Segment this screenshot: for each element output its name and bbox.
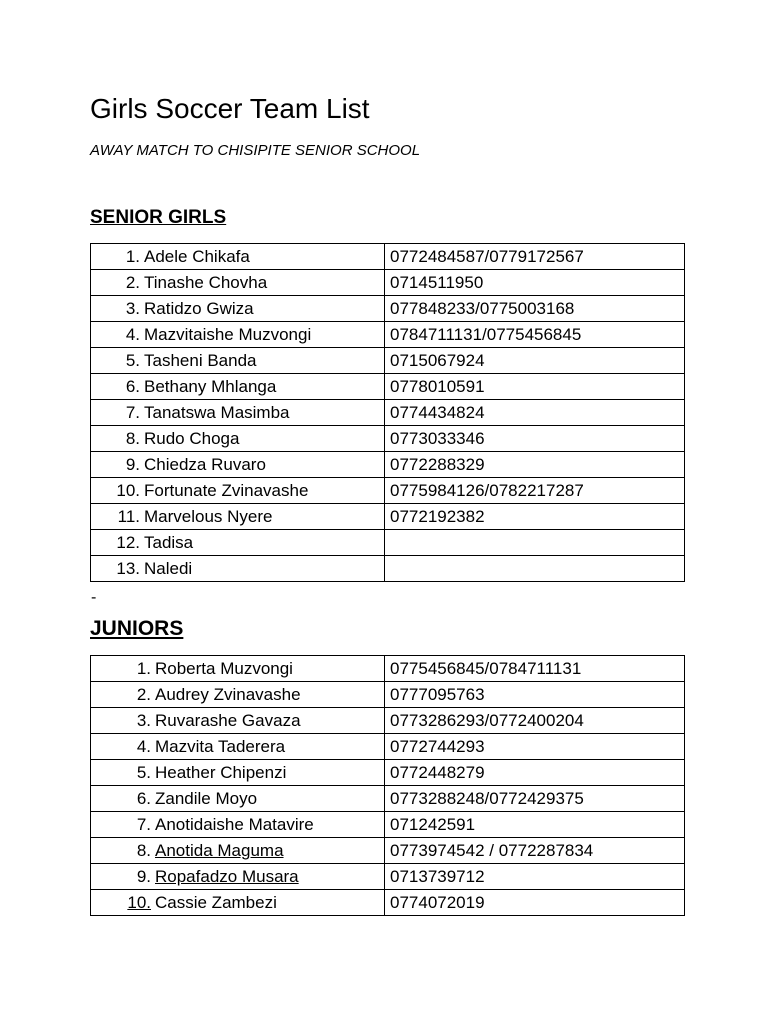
table-row: [91, 682, 685, 708]
table-row: [91, 452, 685, 478]
player-phone-cell: 071242591: [385, 812, 685, 838]
player-name: Bethany Mhlanga: [144, 377, 277, 396]
player-name-cell: [91, 530, 385, 556]
player-name-cell: [91, 452, 385, 478]
player-name-cell: [91, 682, 385, 708]
player-phone-cell: 0772744293: [385, 734, 685, 760]
player-name: Mazvita Taderera: [155, 737, 286, 756]
player-name-cell: [91, 734, 385, 760]
table-row: [91, 530, 685, 556]
player-phone-cell: 0784711131/0775456845: [385, 322, 685, 348]
player-phone-cell: 0772192382: [385, 504, 685, 530]
player-number: 5.: [125, 351, 140, 370]
player-phone-cell: 0772448279: [385, 760, 685, 786]
player-name: Tadisa: [144, 533, 194, 552]
player-number: 13.: [116, 559, 140, 578]
player-phone-cell: 0778010591: [385, 374, 685, 400]
player-number: 9.: [125, 455, 140, 474]
table-row: [91, 426, 685, 452]
table-row: [91, 812, 685, 838]
player-name: Zandile Moyo: [155, 789, 258, 808]
player-number: 1.: [125, 247, 140, 266]
player-name: Anotidaishe Matavire: [155, 815, 314, 834]
table-row: [91, 890, 685, 916]
player-phone-cell: 0713739712: [385, 864, 685, 890]
player-name: Mazvitaishe Muzvongi: [144, 325, 312, 344]
player-name-cell: [91, 270, 385, 296]
player-name-cell: [91, 890, 385, 916]
player-name: Rudo Choga: [144, 429, 240, 448]
table-row: [91, 734, 685, 760]
player-name: Roberta Muzvongi: [155, 659, 293, 678]
player-phone-cell: 0773286293/0772400204: [385, 708, 685, 734]
player-name: Tanatswa Masimba: [144, 403, 290, 422]
player-name-cell: [91, 556, 385, 582]
senior-girls-heading: SENIOR GIRLS: [90, 207, 227, 228]
player-number: 12.: [116, 533, 140, 552]
player-name-cell: [91, 656, 385, 682]
table-row: [91, 838, 685, 864]
player-name: Heather Chipenzi: [155, 763, 287, 782]
player-phone-cell: [385, 556, 685, 582]
table-row: [91, 322, 685, 348]
table-row: [91, 244, 685, 270]
table-row: [91, 296, 685, 322]
player-name: Naledi: [144, 559, 193, 578]
senior-girls-table: [90, 243, 685, 582]
player-number: 8.: [136, 841, 151, 860]
table-row: [91, 708, 685, 734]
player-name: Cassie Zambezi: [155, 893, 277, 912]
player-phone-cell: 077848233/0775003168: [385, 296, 685, 322]
table-row: [91, 760, 685, 786]
player-number: 2.: [136, 685, 151, 704]
player-phone-cell: 0772484587/0779172567: [385, 244, 685, 270]
player-number: 3.: [136, 711, 151, 730]
player-number: 4.: [136, 737, 151, 756]
player-name-cell: [91, 296, 385, 322]
table-row: [91, 478, 685, 504]
player-phone-cell: 0772288329: [385, 452, 685, 478]
player-phone-cell: 0777095763: [385, 682, 685, 708]
document-title: Girls Soccer Team List: [90, 93, 370, 124]
player-name-cell: [91, 760, 385, 786]
player-name-cell: [91, 322, 385, 348]
player-phone-cell: 0775456845/0784711131: [385, 656, 685, 682]
player-phone-cell: 0773033346: [385, 426, 685, 452]
player-number: 7.: [125, 403, 140, 422]
player-phone-cell: 0774072019: [385, 890, 685, 916]
player-name-cell: [91, 478, 385, 504]
player-phone-cell: 0773288248/0772429375: [385, 786, 685, 812]
player-phone-cell: 0773974542 / 0772287834: [385, 838, 685, 864]
player-name-cell: [91, 864, 385, 890]
player-name: Marvelous Nyere: [144, 507, 273, 526]
player-name: Ratidzo Gwiza: [144, 299, 254, 318]
player-name-cell: [91, 400, 385, 426]
player-name: Tasheni Banda: [144, 351, 257, 370]
player-phone-cell: 0774434824: [385, 400, 685, 426]
player-name-cell: [91, 812, 385, 838]
player-name-cell: [91, 786, 385, 812]
juniors-table: [90, 655, 685, 916]
player-name-cell: [91, 708, 385, 734]
player-number: 1.: [136, 659, 151, 678]
player-phone-cell: 0714511950: [385, 270, 685, 296]
player-number: 7.: [136, 815, 151, 834]
table-row: [91, 556, 685, 582]
player-number: 10.: [127, 893, 151, 912]
player-name: Tinashe Chovha: [144, 273, 268, 292]
player-name-cell: [91, 348, 385, 374]
table-row: [91, 400, 685, 426]
player-number: 9.: [136, 867, 151, 886]
player-number: 6.: [136, 789, 151, 808]
table-row: [91, 374, 685, 400]
player-name-cell: [91, 504, 385, 530]
player-number: 10.: [116, 481, 140, 500]
table-row: [91, 504, 685, 530]
document-subtitle: AWAY MATCH TO CHISIPITE SENIOR SCHOOL: [90, 142, 421, 159]
player-name: Fortunate Zvinavashe: [144, 481, 309, 500]
table-row: [91, 864, 685, 890]
player-number: 11.: [117, 507, 140, 526]
player-name: Ruvarashe Gavaza: [155, 711, 301, 730]
player-phone-cell: 0775984126/0782217287: [385, 478, 685, 504]
player-number: 4.: [125, 325, 140, 344]
player-name: Audrey Zvinavashe: [155, 685, 301, 704]
player-phone-cell: [385, 530, 685, 556]
player-name-cell: [91, 374, 385, 400]
table-row: [91, 786, 685, 812]
table-row: [91, 656, 685, 682]
player-name: Chiedza Ruvaro: [144, 455, 266, 474]
player-number: 6.: [125, 377, 140, 396]
player-number: 8.: [125, 429, 140, 448]
juniors-heading: JUNIORS: [90, 617, 184, 640]
section-separator: -: [91, 589, 97, 606]
table-row: [91, 348, 685, 374]
player-number: 5.: [136, 763, 151, 782]
player-number: 2.: [125, 273, 140, 292]
player-phone-cell: 0715067924: [385, 348, 685, 374]
player-name-cell: [91, 244, 385, 270]
player-name: Anotida Maguma: [155, 841, 284, 860]
player-name-cell: [91, 838, 385, 864]
player-name: Ropafadzo Musara: [155, 867, 299, 886]
senior-girls-table-body: [91, 244, 685, 582]
table-row: [91, 270, 685, 296]
player-name: Adele Chikafa: [144, 247, 250, 266]
player-name-cell: [91, 426, 385, 452]
player-number: 3.: [125, 299, 140, 318]
juniors-table-body: [91, 656, 685, 916]
